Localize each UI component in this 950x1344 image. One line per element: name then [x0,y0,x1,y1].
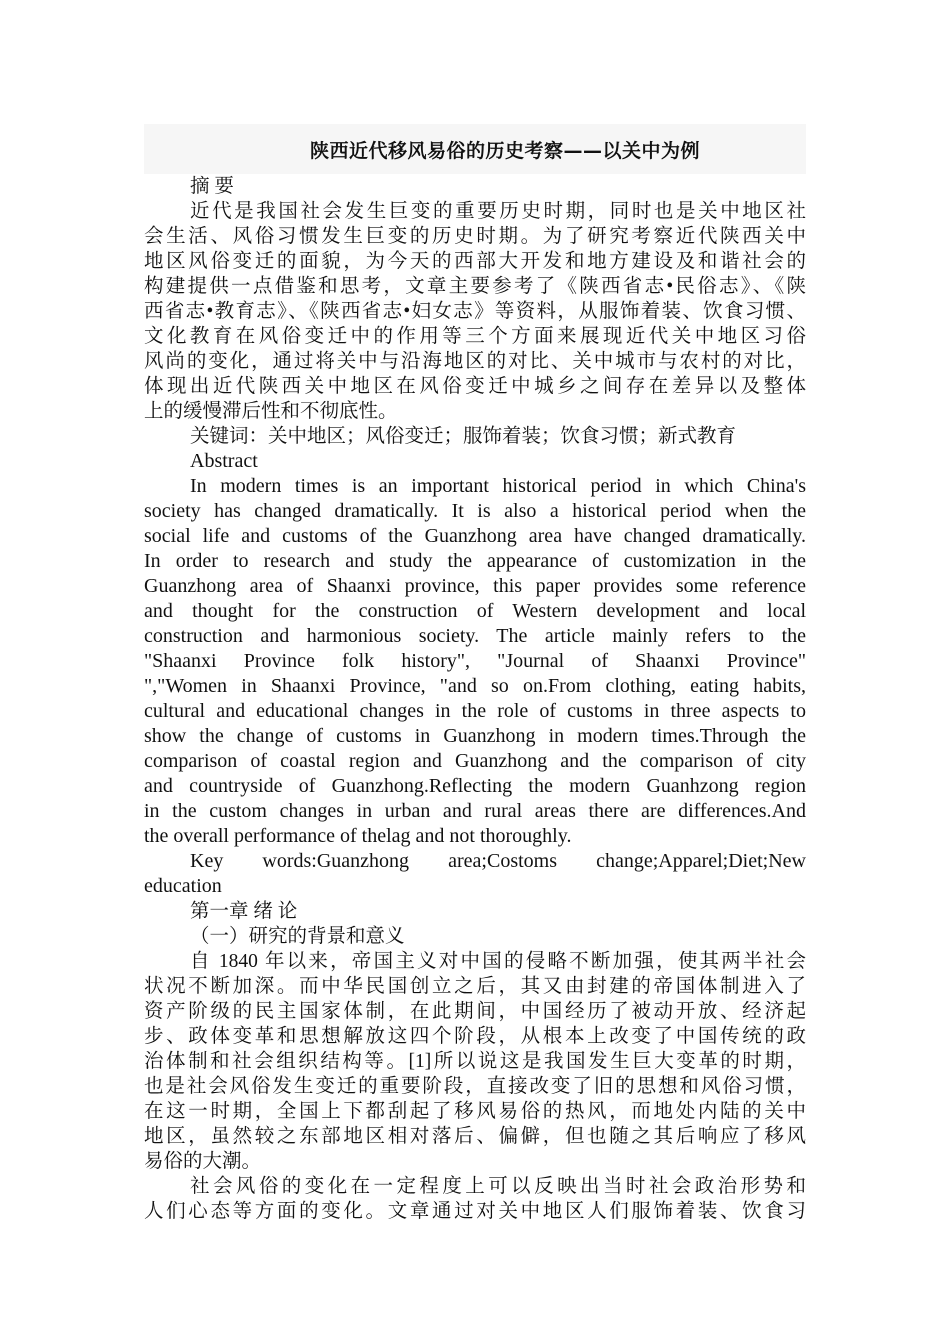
abstract-cn-line: 近代是我国社会发生巨变的重要历史时期，同时也是关中地区社 [190,201,806,222]
body-paragraph-2 [144,1174,806,1224]
abstract-cn-line: 文化教育在风俗变迁中的作用等三个方面来展现近代关中地区习俗 [144,326,806,347]
abstract-en-line: show the change of customs in Guanzhong in modern times.Through the [144,725,806,747]
abstract-cn-line: 风尚的变化，通过将关中与沿海地区的对比、关中城市与农村的对比， [144,351,806,372]
body-line: 也是社会风俗发生变迁的重要阶段，直接改变了旧的思想和风俗习惯， [144,1076,806,1097]
abstract-cn-line: 西省志•教育志》、《陕西省志•妇女志》等资料，从服饰着装、饮食习惯、 [144,301,806,322]
abstract-en-line: ","Women in Shaanxi Province, "and so on.From clothing, eating habits, [144,675,806,697]
abstract-cn-line: 上的缓慢滞后性和不彻底性。 [144,401,398,422]
body-line: 地区，虽然较之东部地区相对落后、偏僻，但也随之其后响应了移风 [144,1126,806,1147]
abstract-cn-line: 地区风俗变迁的面貌，为今天的西部大开发和地方建设及和谐社会的 [144,251,806,272]
abstract-en-line: and countryside of Guanzhong.Reflecting the modern Guanhzong region [144,775,806,797]
body-line: 治体制和社会组织结构等。[1]所以说这是我国发生巨大变革的时期， [144,1051,806,1072]
abstract-en-line: Guanzhong area of Shaanxi province, this paper provides some reference [144,575,806,597]
abstract-en-line: "Shaanxi Province folk history", "Journal of Shaanxi Province" [144,650,806,672]
body-paragraph-1 [144,949,806,1174]
chapter-heading: 第一章 绪 论 [190,901,298,922]
keywords-en: Key words:Guanzhong area;Costoms change;Apparel;Diet;New [190,850,806,872]
abstract-cn-line: 体现出近代陕西关中地区在风俗变迁中城乡之间存在差异以及整体 [144,376,806,397]
abstract-en-line: society has changed dramatically. It is also a historical period when the [144,500,806,522]
body-line: 自 1840 年以来，帝国主义对中国的侵略不断加强，使其两半社会 [190,951,806,972]
keywords-en-continued: education [144,875,222,897]
abstract-en-line: In modern times is an important historical period in which China's [190,475,806,497]
abstract-en-line: In order to research and study the appearance of customization in the [144,550,806,572]
abstract-cn-line: 构建提供一点借鉴和思考，文章主要参考了《陕西省志•民俗志》、《陕 [144,276,806,297]
keywords-cn: 关键词：关中地区；风俗变迁；服饰着装；饮食习惯；新式教育 [190,426,737,447]
abstract-en-line: social life and customs of the Guanzhong area have changed dramatically. [144,525,806,547]
abstract-en-heading: Abstract [190,450,258,472]
body-line: 社会风俗的变化在一定程度上可以反映出当时社会政治形势和 [190,1176,806,1197]
document-title: 陕西近代移风易俗的历史考察——以关中为例 [309,139,700,162]
body-line: 步、政体变革和思想解放这四个阶段，从根本上改变了中国传统的政 [144,1026,806,1047]
body-line: 易俗的大潮。 [144,1151,262,1172]
body-line: 在这一时期，全国上下都刮起了移风易俗的热风，而地处内陆的关中 [144,1101,806,1122]
abstract-en-line: comparison of coastal region and Guanzhong and the comparison of city [144,750,806,772]
section-heading: （一）研究的背景和意义 [190,926,405,947]
abstract-en-line: and thought for the construction of Western development and local [144,600,806,622]
abstract-cn-line: 会生活、风俗习惯发生巨变的历史时期。为了研究考察近代陕西关中 [144,226,806,247]
title-bar [144,124,806,174]
abstract-cn-paragraph [144,199,806,424]
abstract-en-line: cultural and educational changes in the role of customs in three aspects to [144,700,806,722]
abstract-cn-heading: 摘 要 [190,176,234,197]
abstract-en-paragraph [144,474,806,849]
body-line: 人们心态等方面的变化。文章通过对关中地区人们服饰着装、饮食习 [144,1201,806,1222]
abstract-en-line: the overall performance of thelag and not thoroughly. [144,825,572,847]
document-page [144,124,806,1224]
body-line: 状况不断加深。而中华民国创立之后，其又由封建的帝国体制进入了 [144,976,806,997]
body-line: 资产阶级的民主国家体制，在此期间，中国经历了被动开放、经济起 [144,1001,806,1022]
abstract-en-line: construction and harmonious society. The article mainly refers to the [144,625,806,647]
abstract-en-line: in the custom changes in urban and rural areas there are differences.And [144,800,806,822]
